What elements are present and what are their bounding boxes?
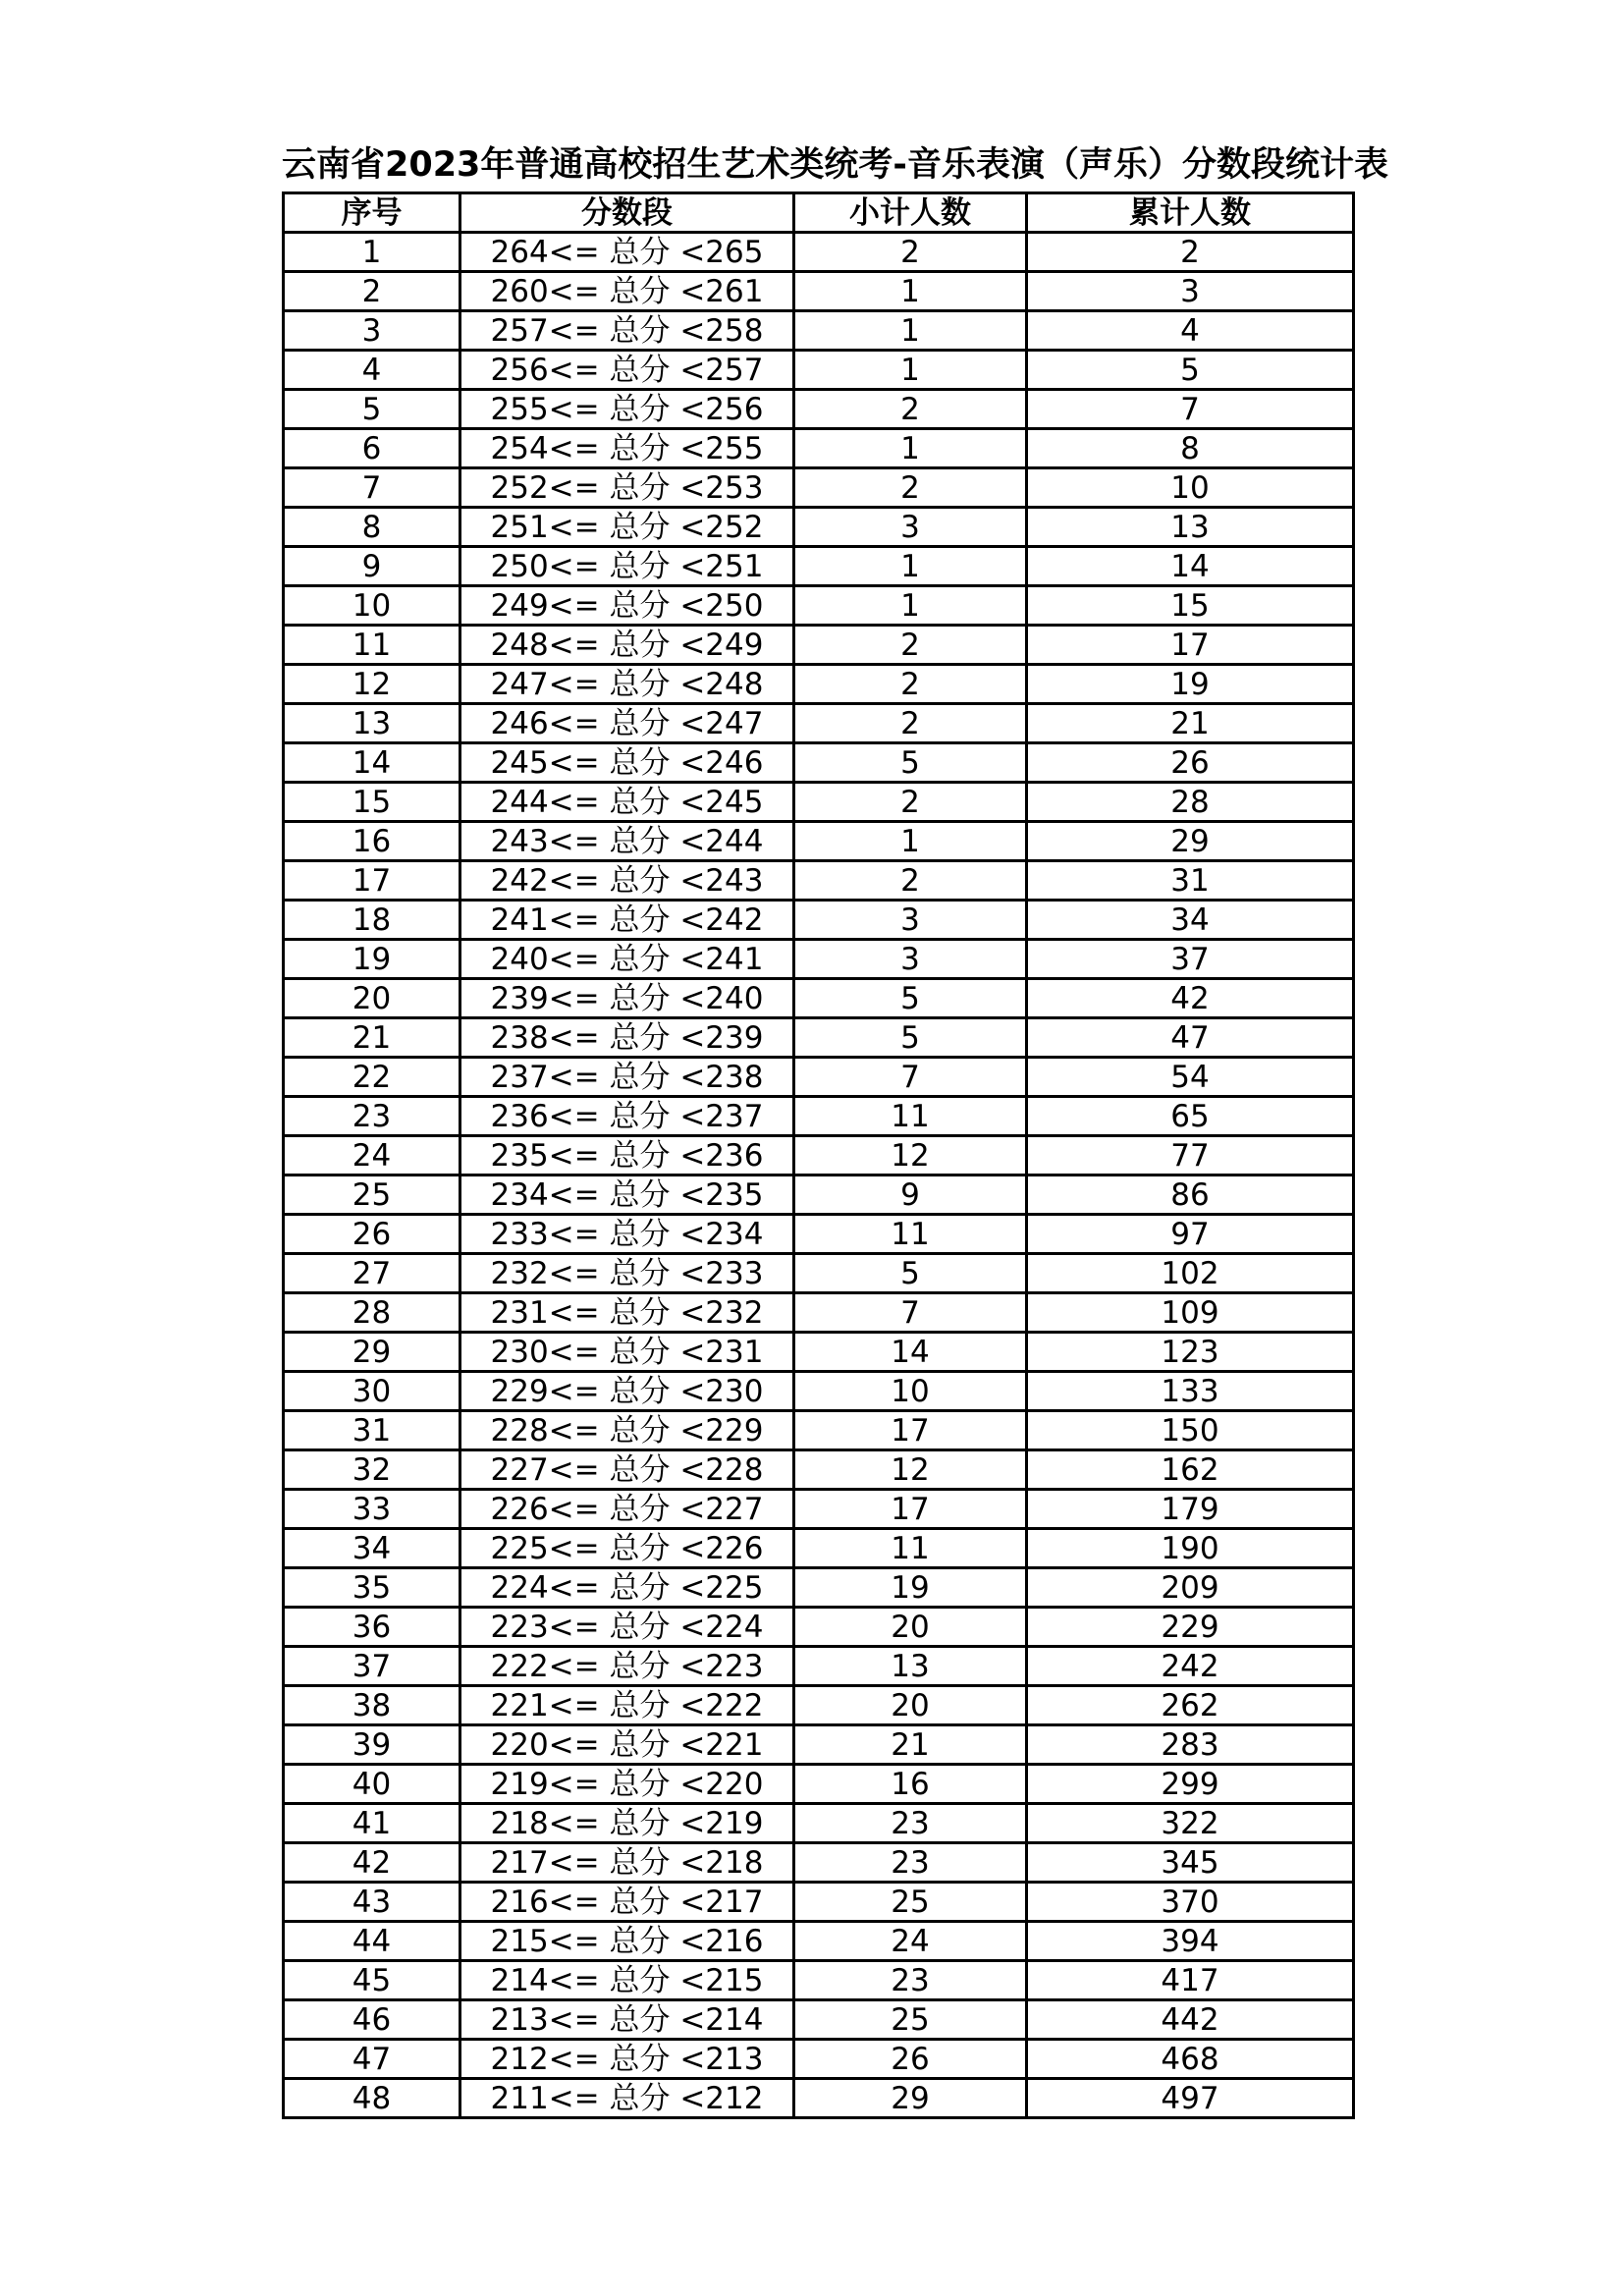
cell-subtotal: 25 (794, 1883, 1027, 1922)
table-row (284, 1725, 1354, 1765)
cell-cumulative: 26 (1027, 743, 1354, 783)
cell-score-range: 215<= 总分 <216 (460, 1922, 794, 1961)
cell-index: 16 (284, 822, 460, 861)
table-row (284, 861, 1354, 901)
table-row (284, 1804, 1354, 1843)
cell-subtotal: 2 (794, 233, 1027, 272)
table-row (284, 1018, 1354, 1058)
cell-subtotal: 5 (794, 1254, 1027, 1293)
cell-score-range: 242<= 总分 <243 (460, 861, 794, 901)
table-row (284, 1961, 1354, 2000)
cell-score-range: 233<= 总分 <234 (460, 1215, 794, 1254)
cell-index: 18 (284, 901, 460, 940)
table-row (284, 1529, 1354, 1568)
cell-subtotal: 3 (794, 508, 1027, 547)
cell-score-range: 224<= 总分 <225 (460, 1568, 794, 1608)
cell-score-range: 240<= 总分 <241 (460, 940, 794, 979)
cell-score-range: 241<= 总分 <242 (460, 901, 794, 940)
table-row (284, 1215, 1354, 1254)
cell-cumulative: 2 (1027, 233, 1354, 272)
cell-subtotal: 26 (794, 2040, 1027, 2079)
cell-index: 24 (284, 1136, 460, 1175)
cell-index: 3 (284, 311, 460, 351)
cell-subtotal: 2 (794, 704, 1027, 743)
cell-index: 22 (284, 1058, 460, 1097)
cell-index: 30 (284, 1372, 460, 1411)
cell-score-range: 234<= 总分 <235 (460, 1175, 794, 1215)
cell-subtotal: 23 (794, 1961, 1027, 2000)
cell-index: 12 (284, 665, 460, 704)
table-row (284, 1883, 1354, 1922)
cell-score-range: 228<= 总分 <229 (460, 1411, 794, 1450)
cell-index: 27 (284, 1254, 460, 1293)
cell-cumulative: 283 (1027, 1725, 1354, 1765)
table-row (284, 1372, 1354, 1411)
table-row (284, 665, 1354, 704)
cell-cumulative: 242 (1027, 1647, 1354, 1686)
cell-score-range: 252<= 总分 <253 (460, 468, 794, 508)
cell-cumulative: 37 (1027, 940, 1354, 979)
cell-subtotal: 13 (794, 1647, 1027, 1686)
cell-score-range: 264<= 总分 <265 (460, 233, 794, 272)
cell-score-range: 239<= 总分 <240 (460, 979, 794, 1018)
cell-cumulative: 97 (1027, 1215, 1354, 1254)
cell-score-range: 246<= 总分 <247 (460, 704, 794, 743)
cell-cumulative: 14 (1027, 547, 1354, 586)
table-row (284, 822, 1354, 861)
score-distribution-table (282, 191, 1355, 2119)
cell-score-range: 230<= 总分 <231 (460, 1333, 794, 1372)
cell-cumulative: 54 (1027, 1058, 1354, 1097)
cell-subtotal: 25 (794, 2000, 1027, 2040)
cell-cumulative: 229 (1027, 1608, 1354, 1647)
cell-index: 35 (284, 1568, 460, 1608)
cell-score-range: 251<= 总分 <252 (460, 508, 794, 547)
cell-score-range: 243<= 总分 <244 (460, 822, 794, 861)
cell-subtotal: 1 (794, 429, 1027, 468)
cell-cumulative: 7 (1027, 390, 1354, 429)
cell-index: 46 (284, 2000, 460, 2040)
cell-subtotal: 7 (794, 1058, 1027, 1097)
cell-index: 32 (284, 1450, 460, 1490)
cell-index: 26 (284, 1215, 460, 1254)
cell-cumulative: 5 (1027, 351, 1354, 390)
cell-score-range: 248<= 总分 <249 (460, 626, 794, 665)
cell-subtotal: 1 (794, 547, 1027, 586)
table-row (284, 1097, 1354, 1136)
cell-subtotal: 10 (794, 1372, 1027, 1411)
cell-score-range: 222<= 总分 <223 (460, 1647, 794, 1686)
cell-subtotal: 2 (794, 626, 1027, 665)
cell-subtotal: 20 (794, 1686, 1027, 1725)
cell-cumulative: 442 (1027, 2000, 1354, 2040)
cell-cumulative: 86 (1027, 1175, 1354, 1215)
table-row (284, 351, 1354, 390)
cell-subtotal: 5 (794, 979, 1027, 1018)
cell-subtotal: 5 (794, 743, 1027, 783)
cell-subtotal: 3 (794, 901, 1027, 940)
cell-index: 38 (284, 1686, 460, 1725)
cell-subtotal: 12 (794, 1450, 1027, 1490)
cell-subtotal: 3 (794, 940, 1027, 979)
cell-cumulative: 28 (1027, 783, 1354, 822)
cell-subtotal: 17 (794, 1490, 1027, 1529)
cell-cumulative: 179 (1027, 1490, 1354, 1529)
cell-cumulative: 15 (1027, 586, 1354, 626)
table-row (284, 390, 1354, 429)
page-title: 云南省2023年普通高校招生艺术类统考-音乐表演（声乐）分数段统计表 (282, 145, 1388, 185)
cell-subtotal: 1 (794, 822, 1027, 861)
cell-index: 9 (284, 547, 460, 586)
table-row (284, 1333, 1354, 1372)
table-row (284, 547, 1354, 586)
table-body (284, 233, 1354, 2118)
cell-index: 4 (284, 351, 460, 390)
cell-score-range: 216<= 总分 <217 (460, 1883, 794, 1922)
cell-cumulative: 417 (1027, 1961, 1354, 2000)
cell-index: 11 (284, 626, 460, 665)
cell-index: 6 (284, 429, 460, 468)
cell-score-range: 236<= 总分 <237 (460, 1097, 794, 1136)
cell-cumulative: 13 (1027, 508, 1354, 547)
cell-subtotal: 29 (794, 2079, 1027, 2118)
cell-score-range: 219<= 总分 <220 (460, 1765, 794, 1804)
cell-index: 33 (284, 1490, 460, 1529)
header-index: 序号 (284, 193, 460, 233)
table-row (284, 1922, 1354, 1961)
cell-score-range: 245<= 总分 <246 (460, 743, 794, 783)
table-row (284, 743, 1354, 783)
cell-index: 45 (284, 1961, 460, 2000)
table-row (284, 704, 1354, 743)
table-row (284, 901, 1354, 940)
cell-index: 44 (284, 1922, 460, 1961)
cell-score-range: 250<= 总分 <251 (460, 547, 794, 586)
cell-subtotal: 23 (794, 1804, 1027, 1843)
cell-cumulative: 29 (1027, 822, 1354, 861)
cell-subtotal: 9 (794, 1175, 1027, 1215)
cell-subtotal: 17 (794, 1411, 1027, 1450)
cell-index: 39 (284, 1725, 460, 1765)
cell-score-range: 235<= 总分 <236 (460, 1136, 794, 1175)
cell-cumulative: 47 (1027, 1018, 1354, 1058)
cell-cumulative: 162 (1027, 1450, 1354, 1490)
cell-index: 34 (284, 1529, 460, 1568)
cell-cumulative: 21 (1027, 704, 1354, 743)
cell-cumulative: 322 (1027, 1804, 1354, 1843)
cell-cumulative: 370 (1027, 1883, 1354, 1922)
cell-cumulative: 42 (1027, 979, 1354, 1018)
cell-subtotal: 23 (794, 1843, 1027, 1883)
cell-subtotal: 2 (794, 783, 1027, 822)
cell-index: 20 (284, 979, 460, 1018)
cell-score-range: 231<= 总分 <232 (460, 1293, 794, 1333)
cell-cumulative: 209 (1027, 1568, 1354, 1608)
cell-score-range: 223<= 总分 <224 (460, 1608, 794, 1647)
table-row (284, 429, 1354, 468)
table-row (284, 1686, 1354, 1725)
cell-cumulative: 133 (1027, 1372, 1354, 1411)
cell-cumulative: 394 (1027, 1922, 1354, 1961)
cell-subtotal: 12 (794, 1136, 1027, 1175)
cell-index: 14 (284, 743, 460, 783)
cell-score-range: 225<= 总分 <226 (460, 1529, 794, 1568)
cell-score-range: 249<= 总分 <250 (460, 586, 794, 626)
cell-cumulative: 3 (1027, 272, 1354, 311)
cell-score-range: 217<= 总分 <218 (460, 1843, 794, 1883)
cell-subtotal: 11 (794, 1529, 1027, 1568)
table-row (284, 1490, 1354, 1529)
cell-subtotal: 1 (794, 351, 1027, 390)
cell-cumulative: 10 (1027, 468, 1354, 508)
cell-index: 43 (284, 1883, 460, 1922)
cell-subtotal: 24 (794, 1922, 1027, 1961)
cell-score-range: 232<= 总分 <233 (460, 1254, 794, 1293)
table-row (284, 311, 1354, 351)
cell-index: 7 (284, 468, 460, 508)
cell-cumulative: 19 (1027, 665, 1354, 704)
cell-subtotal: 21 (794, 1725, 1027, 1765)
cell-subtotal: 2 (794, 861, 1027, 901)
table-header-row (284, 193, 1354, 233)
cell-cumulative: 34 (1027, 901, 1354, 940)
cell-score-range: 237<= 总分 <238 (460, 1058, 794, 1097)
cell-score-range: 257<= 总分 <258 (460, 311, 794, 351)
cell-index: 8 (284, 508, 460, 547)
cell-index: 28 (284, 1293, 460, 1333)
cell-index: 29 (284, 1333, 460, 1372)
cell-cumulative: 77 (1027, 1136, 1354, 1175)
table-row (284, 1058, 1354, 1097)
cell-index: 19 (284, 940, 460, 979)
cell-subtotal: 1 (794, 272, 1027, 311)
cell-subtotal: 2 (794, 665, 1027, 704)
cell-subtotal: 1 (794, 311, 1027, 351)
header-cumulative: 累计人数 (1027, 193, 1354, 233)
cell-score-range: 254<= 总分 <255 (460, 429, 794, 468)
cell-index: 47 (284, 2040, 460, 2079)
cell-cumulative: 262 (1027, 1686, 1354, 1725)
table-row (284, 2040, 1354, 2079)
cell-score-range: 227<= 总分 <228 (460, 1450, 794, 1490)
cell-index: 1 (284, 233, 460, 272)
cell-score-range: 244<= 总分 <245 (460, 783, 794, 822)
cell-score-range: 229<= 总分 <230 (460, 1372, 794, 1411)
cell-score-range: 212<= 总分 <213 (460, 2040, 794, 2079)
table-row (284, 2079, 1354, 2118)
cell-score-range: 213<= 总分 <214 (460, 2000, 794, 2040)
table-row (284, 1254, 1354, 1293)
cell-cumulative: 102 (1027, 1254, 1354, 1293)
table-row (284, 1175, 1354, 1215)
table-row (284, 626, 1354, 665)
cell-subtotal: 11 (794, 1097, 1027, 1136)
table-row (284, 1293, 1354, 1333)
cell-index: 2 (284, 272, 460, 311)
cell-cumulative: 123 (1027, 1333, 1354, 1372)
cell-index: 37 (284, 1647, 460, 1686)
cell-index: 10 (284, 586, 460, 626)
cell-subtotal: 19 (794, 1568, 1027, 1608)
table-row (284, 1647, 1354, 1686)
cell-score-range: 226<= 总分 <227 (460, 1490, 794, 1529)
table-row (284, 940, 1354, 979)
cell-score-range: 220<= 总分 <221 (460, 1725, 794, 1765)
table-row (284, 586, 1354, 626)
cell-score-range: 214<= 总分 <215 (460, 1961, 794, 2000)
cell-cumulative: 8 (1027, 429, 1354, 468)
header-subtotal: 小计人数 (794, 193, 1027, 233)
cell-cumulative: 109 (1027, 1293, 1354, 1333)
cell-cumulative: 299 (1027, 1765, 1354, 1804)
cell-subtotal: 2 (794, 468, 1027, 508)
table-row (284, 2000, 1354, 2040)
table-row (284, 1765, 1354, 1804)
cell-index: 48 (284, 2079, 460, 2118)
table-row (284, 468, 1354, 508)
cell-score-range: 260<= 总分 <261 (460, 272, 794, 311)
table-row (284, 1411, 1354, 1450)
table-row (284, 1450, 1354, 1490)
cell-cumulative: 65 (1027, 1097, 1354, 1136)
cell-cumulative: 150 (1027, 1411, 1354, 1450)
cell-score-range: 247<= 总分 <248 (460, 665, 794, 704)
cell-score-range: 218<= 总分 <219 (460, 1804, 794, 1843)
cell-index: 40 (284, 1765, 460, 1804)
cell-cumulative: 17 (1027, 626, 1354, 665)
cell-subtotal: 7 (794, 1293, 1027, 1333)
cell-cumulative: 345 (1027, 1843, 1354, 1883)
table-row (284, 1843, 1354, 1883)
table-row (284, 1608, 1354, 1647)
table-row (284, 1568, 1354, 1608)
cell-score-range: 221<= 总分 <222 (460, 1686, 794, 1725)
cell-subtotal: 16 (794, 1765, 1027, 1804)
table-row (284, 1136, 1354, 1175)
cell-cumulative: 468 (1027, 2040, 1354, 2079)
table-row (284, 508, 1354, 547)
cell-index: 15 (284, 783, 460, 822)
cell-index: 5 (284, 390, 460, 429)
table-row (284, 233, 1354, 272)
cell-subtotal: 2 (794, 390, 1027, 429)
cell-index: 41 (284, 1804, 460, 1843)
header-score-range: 分数段 (460, 193, 794, 233)
cell-score-range: 255<= 总分 <256 (460, 390, 794, 429)
cell-index: 42 (284, 1843, 460, 1883)
cell-cumulative: 31 (1027, 861, 1354, 901)
cell-cumulative: 497 (1027, 2079, 1354, 2118)
cell-score-range: 256<= 总分 <257 (460, 351, 794, 390)
cell-index: 17 (284, 861, 460, 901)
table-row (284, 979, 1354, 1018)
cell-index: 36 (284, 1608, 460, 1647)
cell-index: 25 (284, 1175, 460, 1215)
cell-score-range: 211<= 总分 <212 (460, 2079, 794, 2118)
cell-subtotal: 5 (794, 1018, 1027, 1058)
cell-subtotal: 11 (794, 1215, 1027, 1254)
cell-subtotal: 1 (794, 586, 1027, 626)
table-row (284, 272, 1354, 311)
cell-subtotal: 14 (794, 1333, 1027, 1372)
table-row (284, 783, 1354, 822)
cell-index: 31 (284, 1411, 460, 1450)
cell-index: 21 (284, 1018, 460, 1058)
cell-index: 13 (284, 704, 460, 743)
cell-subtotal: 20 (794, 1608, 1027, 1647)
cell-index: 23 (284, 1097, 460, 1136)
cell-cumulative: 4 (1027, 311, 1354, 351)
cell-cumulative: 190 (1027, 1529, 1354, 1568)
cell-score-range: 238<= 总分 <239 (460, 1018, 794, 1058)
